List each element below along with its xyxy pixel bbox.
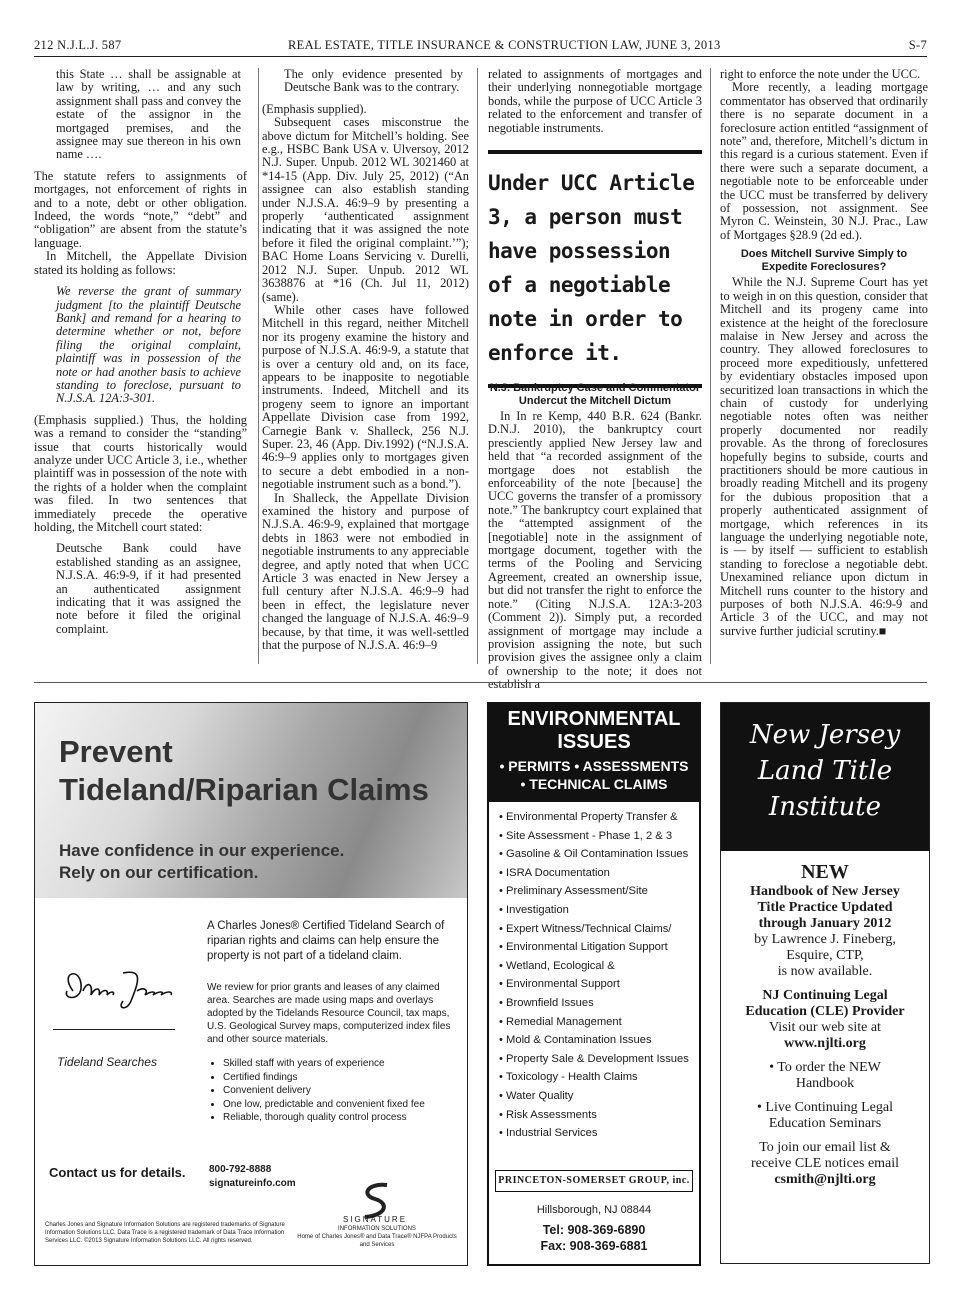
ad-headline-line: Tideland/Riparian Claims [59,772,429,807]
blockquote: The only evidence presented by Deutsche Bank was to the contrary. [284,67,463,95]
list-item: • Certified findings [223,1071,468,1085]
services-list [489,808,699,1143]
list-item: • Risk Assessments [499,1106,695,1125]
ad-title: ISSUES [557,731,631,753]
list-item: • Skilled staff with years of experience [223,1057,468,1071]
blockquote: We reverse the grant of summary judgment [to the plaintiff Deutsche Bank] and remand for a hearing to determine whether or not, before filing the original complaint, plaintiff was in possession of the note or had another basis to achieve standing to foreclose, pursuant to N.J.S.A. 12A:3-301. [56,284,241,406]
list-item: • Preliminary Assessment/Site [499,882,695,901]
list-item: • Reliable, thorough quality control process [223,1111,468,1125]
ad-subtitle: • TECHNICAL CLAIMS [520,776,668,792]
article-column-3 [488,68,702,135]
telephone: Tel: 908-369-6890 [542,1223,646,1237]
handbook-line: through January 2012 [758,916,892,931]
tideland-ad [34,702,468,1266]
ad-tagline-line: Rely on our certification. [59,863,259,882]
list-item: • Environmental Litigation Support [499,938,695,957]
article-column-1 [34,68,247,636]
ad-intro: A Charles Jones® Certified Tideland Search of riparian rights and claims can help ensure the property is not part of a tideland claim. [207,920,445,962]
order-line: Handbook [795,1076,855,1091]
list-item: • Gasoline & Oil Contamination Issues [499,845,695,864]
column-divider [477,68,478,664]
article-column-3-lower [488,376,702,692]
column-divider [258,68,259,664]
ad-bullets [207,1057,468,1125]
email-link[interactable]: csmith@njlti.org [774,1172,876,1187]
company-logo: PRINCETON-SOMERSET GROUP, inc. [495,1170,693,1192]
ad-banner [489,704,699,802]
handbook-line: Title Practice Updated [757,900,893,915]
list-item: • Site Assessment - Phase 1, 2 & 3 [499,827,695,846]
fax: Fax: 908-369-6881 [540,1239,648,1253]
blockquote: this State … shall be assignable at law by writing, … and any such assignment shall pass and convey the estate of the assignor in the mortgaged premises, and the assignee may sue thereon in his own name …. [56,67,241,162]
ad-tagline [59,840,344,884]
land-title-ad [720,702,930,1264]
list-item: • Property Sale & Development Issues [499,1050,695,1069]
paragraph: (Emphasis supplied). [262,101,367,116]
handbook-line: Esquire, CTP, [786,948,864,963]
article-column-2 [262,68,469,652]
list-item: • ISRA Documentation [499,864,695,883]
ad-title: ENVIRONMENTAL [507,708,681,730]
seminar-line: Education Seminars [768,1116,882,1131]
contact-label: Contact us for details. [49,1165,186,1180]
paragraph: In Mitchell, the Appellate Division stated its holding as follows: [34,249,247,277]
paragraph: More recently, a leading mortgage commentator has observed that ordinarily there is no separate document in a foreclosure action entitled “assignment of note” and, therefore, Mitchell’s dictum in this regard is a curious statement. Even if there were such a separate document, a negotiable note to be enforceable under the UCC must be transferred by delivery of possession, not assignment. See Myron C. Weinstein, 30 N.J. Prac., Law of Mortgages §28.9 (2d ed.). [720,80,928,242]
handbook-line: by Lawrence J. Fineberg, [754,932,896,947]
section-title: REAL ESTATE, TITLE INSURANCE & CONSTRUCTION LAW, JUNE 3, 2013 [288,38,721,52]
section-rule [34,682,927,683]
email-list-line: receive CLE notices email [750,1156,900,1171]
phone-number: 800-792-8888 [209,1164,272,1175]
institute-name-line: New Jersey [749,720,901,750]
list-item: • Environmental Property Transfer & [499,808,695,827]
institute-name-line: Institute [768,792,882,822]
paragraph: right to enforce the note under the UCC. [720,67,921,81]
paragraph: While the N.J. Supreme Court has yet to weigh in on this question, consider that Mitchell and its progeny came into existence at the height of the foreclosure malaise in New Jersey and across the country. They allowed foreclosures to proceed more expeditiously, unfettered by evidentiary obstacles imposed upon securitized loan transactions in which the chain of custody for underlying negotiable notes often was neither properly documented nor readily provable. As the throng of foreclosures hopefully begins to subside, courts and practitioners should be more cautious in broadly reading Mitchell and its progeny for the dubious proposition that a properly authenticated assignment of mortgage, which references in its language the underlying negotiable note, is — by itself — sufficient to establish standing to foreclose a negotiable debt. Unexamined reliance upon dictum in Mitchell runs counter to the history and purposes of both N.J.S.A. 46:9-9 and Article 3 of the UCC, and may not survive further judicial scrutiny.■ [720,275,928,638]
new-label: NEW [801,861,849,883]
list-item: • Wetland, Ecological & [499,957,695,976]
handbook-line: Handbook of New Jersey [750,884,900,899]
signature-line [53,1029,175,1030]
list-item: • Water Quality [499,1087,695,1106]
seminar-line: • Live Continuing Legal [757,1100,893,1115]
list-item: • Brownfield Issues [499,994,695,1013]
website-link[interactable]: www.njlti.org [784,1036,866,1051]
paragraph: In Shalleck, the Appellate Division examined the history and purpose of N.J.S.A. 46:9-9, explained that mortgage debts in 1863 were not embodied in negotiable instruments to any appreciable degree, and aptly noted that when UCC Article 3 was enacted in New Jersey a full century after N.J.S.A. 46:9–9 had been in effect, the legislature never changed the language of N.J.S.A. 46:9–9 because, by that time, it was well-settled that the purpose of N.J.S.A. 46:9–9 [262,490,469,653]
contact-info [209,1163,296,1191]
institute-name-line: Land Title [757,756,893,786]
subheading: Does Mitchell Survive Simply to Expedite Foreclosures? [740,248,908,274]
ad-subtitle: • PERMITS • ASSESSMENTS [499,758,689,774]
header-rule [34,56,927,57]
company-phones [489,1222,699,1254]
list-item: • One low, predictable and convenient fixed fee [223,1098,468,1112]
page-citation: 212 N.J.L.J. 587 [34,38,122,52]
list-item: • Environmental Support [499,975,695,994]
paragraph: Subsequent cases misconstrue the above dictum for Mitchell’s holding. See e.g., HSBC Bank USA v. Ulversoy, 2012 N.J. Super. Unpub. 2012 WL 3021460 at *14-15 (App. Div. July 25, 2012) (“An assignee can also establish standing under N.J.S.A. 46:9–9 by presenting a properly ‘authenticated assignment indicating that it was assigned the note before it filed the original complaint.’”); BAC Home Loans Servicing v. Durelli, 2012 N.J. Super. Unpub. 2012 WL 3638876 at *16 (Ch. Jul 11, 2012) (same). [262,115,469,304]
list-item: • Toxicology - Health Claims [499,1068,695,1087]
company-location: Hillsborough, NJ 08844 [536,1204,652,1216]
ad-body: We review for prior grants and leases of any claimed area. Searches are made using maps and overlays adopted by the Tidelands Resource Council, tax maps, U.S. Geological Survey maps, computerized index files and other source materials. [207,982,451,1045]
logo-tagline: Home of Charles Jones® and Data Trace® NJFPA Products and Services [297,1234,457,1248]
legal-notice: Charles Jones and Signature Information Solutions are registered trademarks of Signature Information Solutions LLC. Data Trace is a registered trademark of Data Trace Information Services LLC. ©2013 Signature Information Solutions LLC. All rights reserved. [45,1222,285,1244]
list-item: • Convenient delivery [223,1084,468,1098]
paragraph: related to assignments of mortgages and their underlying nonnegotiable mortgage bonds, while the purpose of UCC Article 3 related to the enforcement and transfer of negotiable instruments. [488,67,702,135]
ad-headline [59,733,429,809]
column-divider [710,68,711,664]
cle-line: Visit our web site at [769,1020,881,1035]
tideland-label: Tideland Searches [57,1055,157,1069]
cle-line: NJ Continuing Legal [762,988,888,1003]
signature-icon [53,961,189,1017]
subheading: N.J. Bankruptcy Case and Commentator Undercut the Mitchell Dictum [489,382,701,407]
paragraph: (Emphasis supplied.) Thus, the holding was a remand to consider the “standing” issue that courts historically would analyze under UCC Article 3, i.e., whether plaintiff was in possession of the note with the rights of a holder when the complaint was filed. In two sentences that immediately precede the operative holding, the Mitchell court stated: [34,412,247,534]
logo-text: SIGNATURE [342,1215,408,1224]
email-list-line: To join our email list & [759,1140,891,1155]
order-line: • To order the NEW [769,1060,881,1075]
list-item: • Investigation [499,901,695,920]
paragraph: In In re Kemp, 440 B.R. 624 (Bankr. D.N.J. 2010), the bankruptcy court presciently applied New Jersey law and held that “a recorded assignment of the mortgage does not establish the enforceability of the note [because] the UCC governs the transfer of a promissory note.” The bankruptcy court explained that the “attempted assignment of the [negotiable] note in the assignment of mortgage document, together with the terms of the Pooling and Servicing Agreement, created an ownership issue, but did not transfer the right to enforce the note.” (Citing N.J.S.A. 12A:3-203 (Comment 2)). Simply put, a recorded assignment of mortgage may include a provision assigning the note, but such provision gives the assignee only a claim of ownership to the note; it does not establish a [488,409,702,692]
list-item: • Industrial Services [499,1124,695,1143]
paragraph: The statute refers to assignments of mortgages, not enforcement of rights in and to a note, debt or other obligation. Indeed, the words “note,” “debt” and “obligation” are absent from the statute’s language. [34,168,247,250]
cle-line: Education (CLE) Provider [745,1004,905,1019]
paragraph: While other cases have followed Mitchell in this regard, neither Mitchell nor its progeny examine the history and purpose of N.J.S.A. 46:9-9, a statute that is over a century old and, on its face, appears to be inapposite to negotiable instruments. Indeed, Mitchell and its progeny seem to ignore an important Appellate Division case from 1992, Carnegie Bank v. Shalleck, 256 N.J. Super. 23, 46 (App. Div.1992) (“N.J.S.A. 46:9–9 applies only to mortgages given to secure a debt embodied in a non-negotiable instrument such as a bond.”). [262,302,469,492]
handbook-line: is now available. [777,964,873,979]
ad-tagline-line: Have confidence in our experience. [59,841,345,860]
logo-subtext: INFORMATION SOLUTIONS [338,1226,416,1232]
page-number: S-7 [908,38,927,52]
ad-headline-line: Prevent [59,734,173,769]
ad-banner [721,703,929,851]
list-item: • Remedial Management [499,1013,695,1032]
blockquote: Deutsche Bank could have established standing as an assignee, N.J.S.A. 46:9-9, if it had presented an authenticated assignment indicating that it was assigned the note before it filed the original complaint. [56,541,241,636]
environmental-ad [487,702,701,1266]
list-item: • Mold & Contamination Issues [499,1031,695,1050]
article-column-4 [720,68,928,638]
website-link[interactable]: signatureinfo.com [209,1178,296,1189]
list-item: • Expert Witness/Technical Claims/ [499,920,695,939]
pull-quote: Under UCC Article 3, a person must have possession of a negotiable note in order to enforce it. [488,150,702,388]
